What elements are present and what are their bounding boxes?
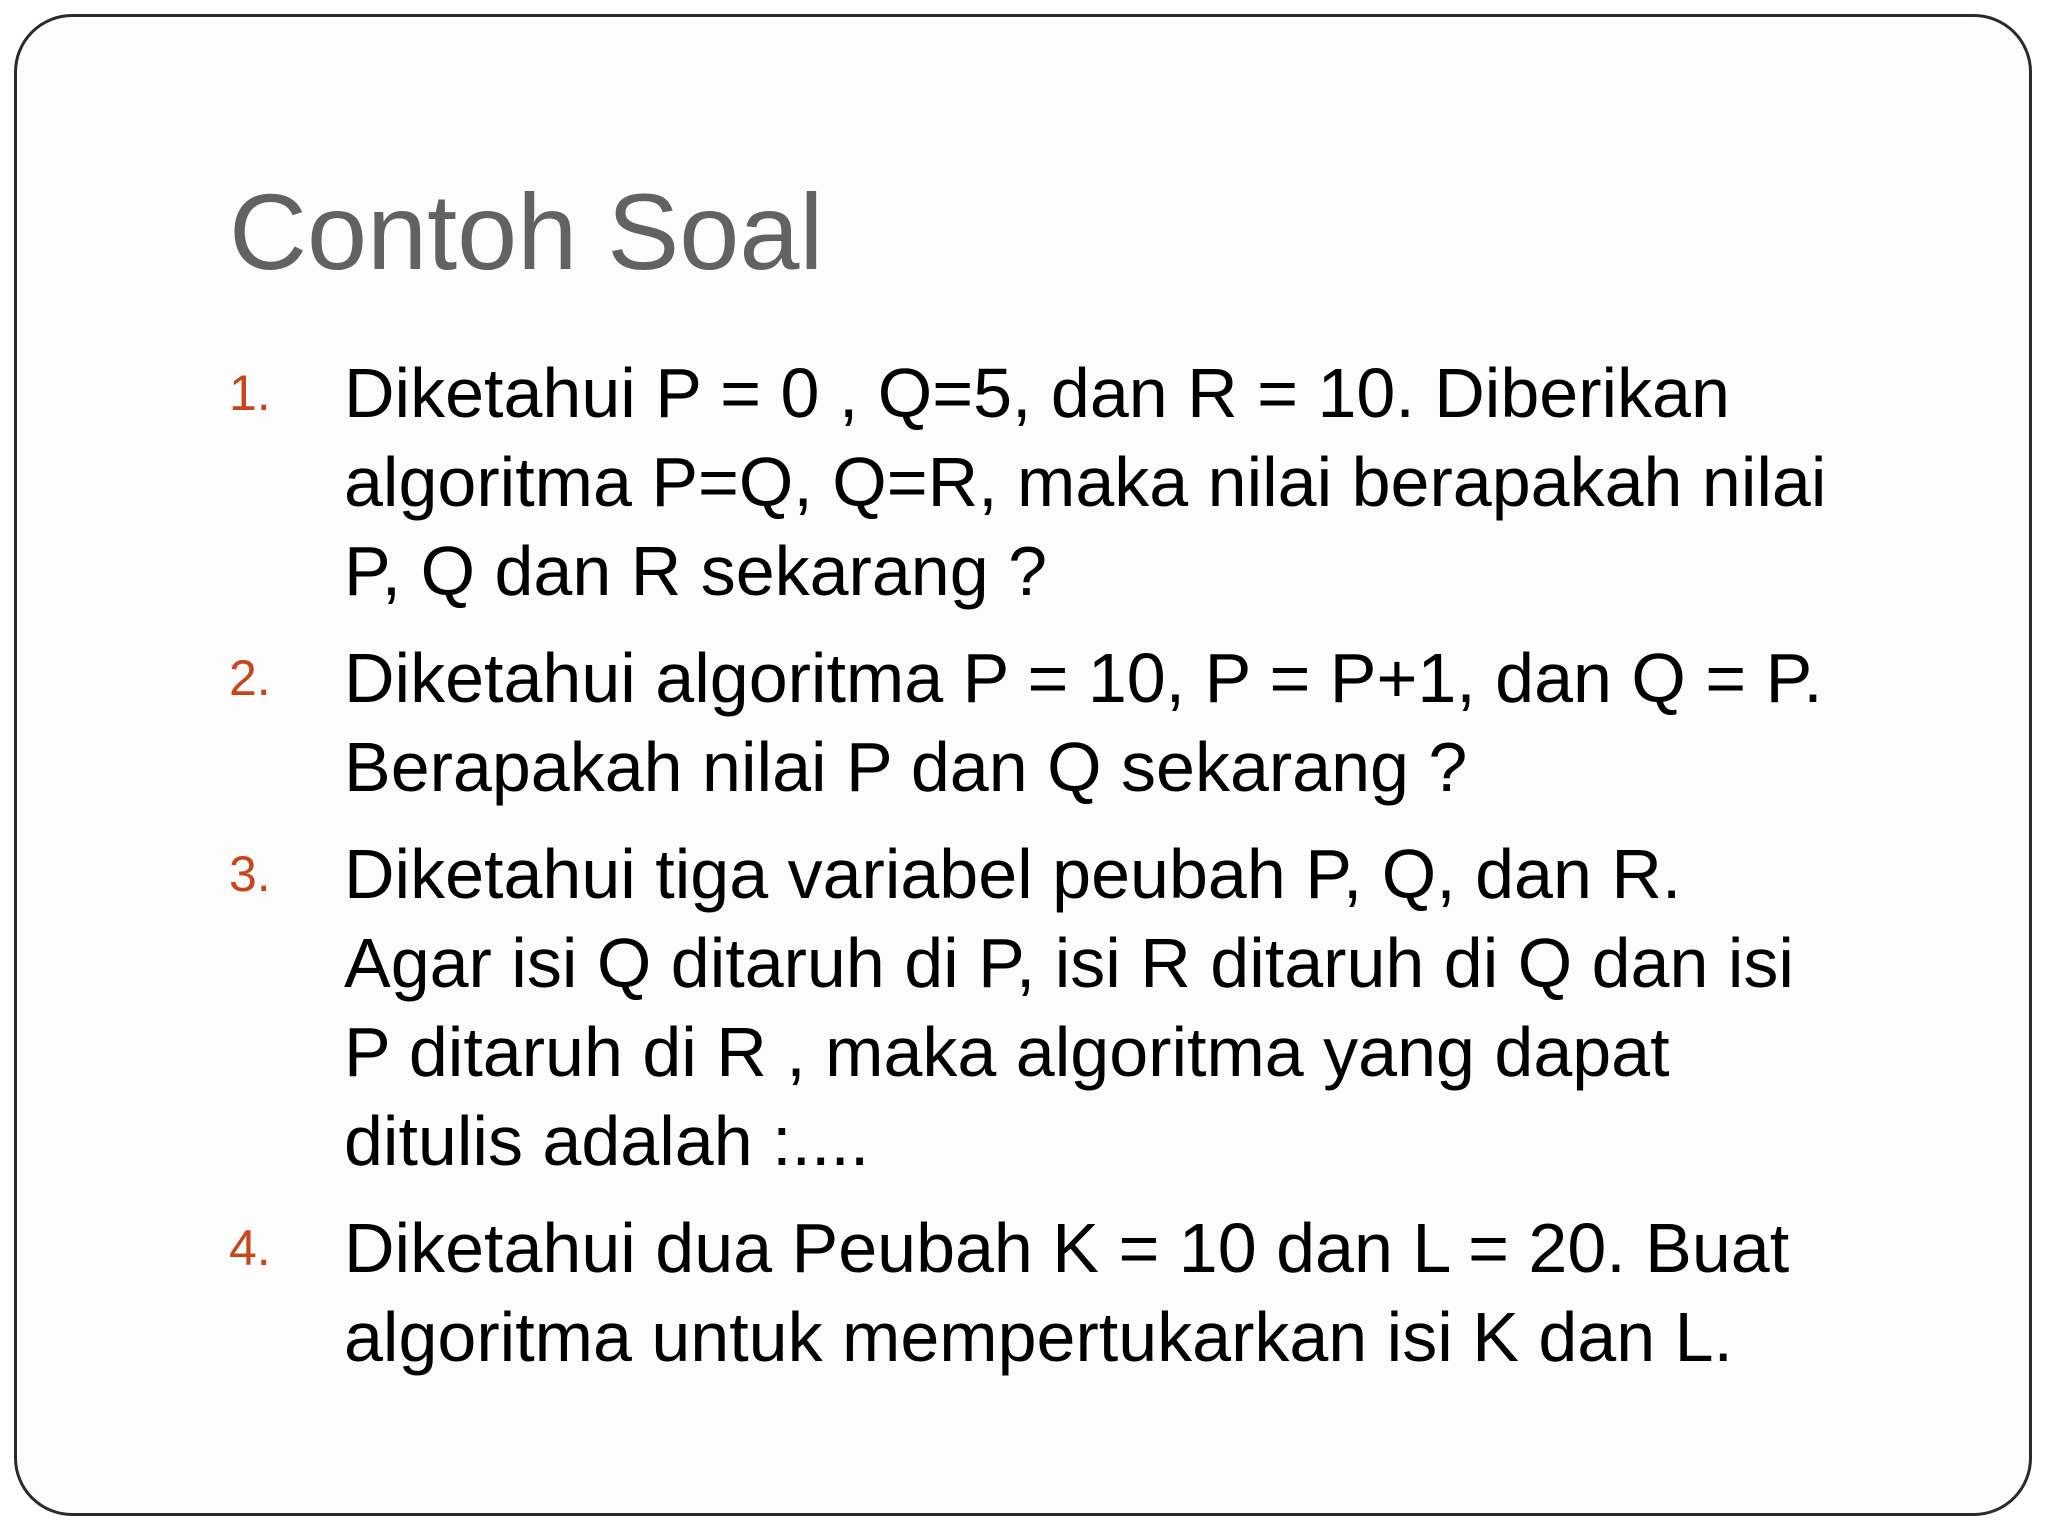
question-list bbox=[229, 349, 1949, 1400]
item-text-line: algoritma untuk mempertukarkan isi K dan L. bbox=[344, 1298, 1733, 1376]
item-text-line: Diketahui P = 0 , Q=5, dan R = 10. Diberikan bbox=[344, 354, 1730, 432]
item-text-line: P ditaruh di R , maka algoritma yang dapat bbox=[344, 1013, 1670, 1091]
item-text-line: Agar isi Q ditaruh di P, isi R ditaruh di Q dan isi bbox=[344, 924, 1794, 1002]
item-text-line: P, Q dan R sekarang ? bbox=[344, 532, 1048, 610]
item-number: 2. bbox=[229, 650, 271, 706]
item-text-line: Berapakah nilai P dan Q sekarang ? bbox=[344, 728, 1468, 806]
item-text-line: Diketahui dua Peubah K = 10 dan L = 20. Buat bbox=[344, 1209, 1790, 1287]
item-number: 4. bbox=[229, 1220, 271, 1276]
list-item bbox=[229, 830, 1949, 1186]
slide bbox=[14, 14, 2032, 1516]
list-item bbox=[229, 634, 1949, 812]
item-text-line: ditulis adalah :.... bbox=[344, 1102, 870, 1180]
item-text-line: Diketahui tiga variabel peubah P, Q, dan R. bbox=[344, 835, 1682, 913]
list-item bbox=[229, 1204, 1949, 1382]
item-number: 3. bbox=[229, 846, 271, 902]
item-text-line: Diketahui algoritma P = 10, P = P+1, dan Q = P. bbox=[344, 639, 1823, 717]
item-text bbox=[344, 634, 1949, 812]
item-text bbox=[344, 349, 1949, 616]
item-text bbox=[344, 1204, 1949, 1382]
slide-title: Contoh Soal bbox=[229, 171, 824, 292]
list-item bbox=[229, 349, 1949, 616]
item-text bbox=[344, 830, 1949, 1186]
item-text-line: algoritma P=Q, Q=R, maka nilai berapakah nilai bbox=[344, 443, 1827, 521]
item-number: 1. bbox=[229, 365, 271, 421]
